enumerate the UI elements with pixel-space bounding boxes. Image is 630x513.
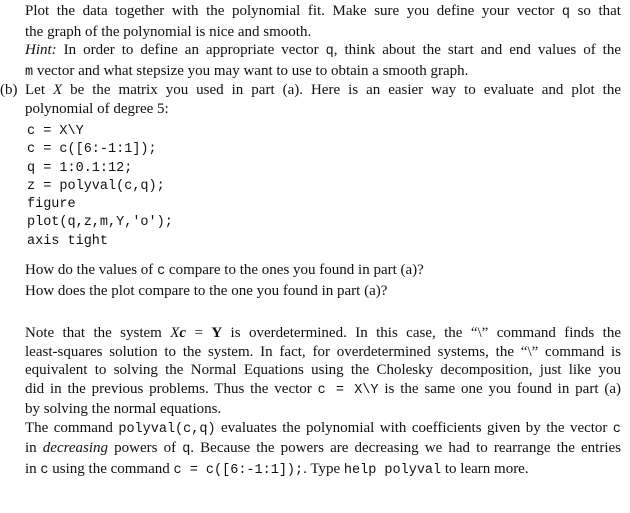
text-line: in decreasing powers of q. Because the powers are decreasing we had to rearrange the entries [25,440,621,457]
code-block [27,123,173,251]
code-line: axis tight [27,233,109,249]
part-b-label: (b) [0,82,18,98]
text-line: least-squares solution to the system. In fact, for overdetermined systems, the “\” command is [25,343,621,360]
text-line: in c using the command c = c([6:-1:1]);. Type help polyval to learn more. [25,460,529,478]
hint-label: Hint: [25,42,57,58]
code-line: figure [27,197,76,213]
text-line: the graph of the polynomial is nice and smooth. [25,23,312,40]
text-line: Note that the system Xc = Y is overdetermined. In this case, the “\” command finds the [25,325,621,341]
hint-line: Hint: In order to define an appropriate vector q, think about the start and end values of the [25,42,621,59]
text-line: did in the previous problems. Thus the vector c = X\Y is the same one you found in part (a) [25,380,621,398]
code-line: c = c([6:-1:1]); [27,142,157,158]
part-b-intro [25,81,621,118]
question-line: How does the plot compare to the one you found in part (a)? [25,282,388,299]
text-line: polynomial of degree 5: [25,100,169,117]
text-line: by solving the normal equations. [25,401,222,417]
text-line: The command polyval(c,q) evaluates the polynomial with coefficients given by the vector c [25,419,621,437]
text-line: m vector and what stepsize you may want to use to obtain a smooth graph. [25,62,469,80]
note-paragraph [25,324,621,480]
code-line: z = polyval(c,q); [27,178,165,194]
text-line: equivalent to solving the Normal Equations using the Cholesky decomposition, just like you [25,362,621,378]
question-line: How do the values of c compare to the ones you found in part (a)? [25,262,424,279]
text-line: Let X be the matrix you used in part (a). Here is an easier way to evaluate and plot the [25,82,621,98]
text-line: Plot the data together with the polynomial fit. Make sure you define your vector q so that [25,3,621,20]
part-b-questions [25,261,621,300]
part-a-instructions [25,2,621,82]
code-line: plot(q,z,m,Y,'o'); [27,215,173,231]
code-line: q = 1:0.1:12; [27,160,133,176]
code-line: c = X\Y [27,124,84,139]
